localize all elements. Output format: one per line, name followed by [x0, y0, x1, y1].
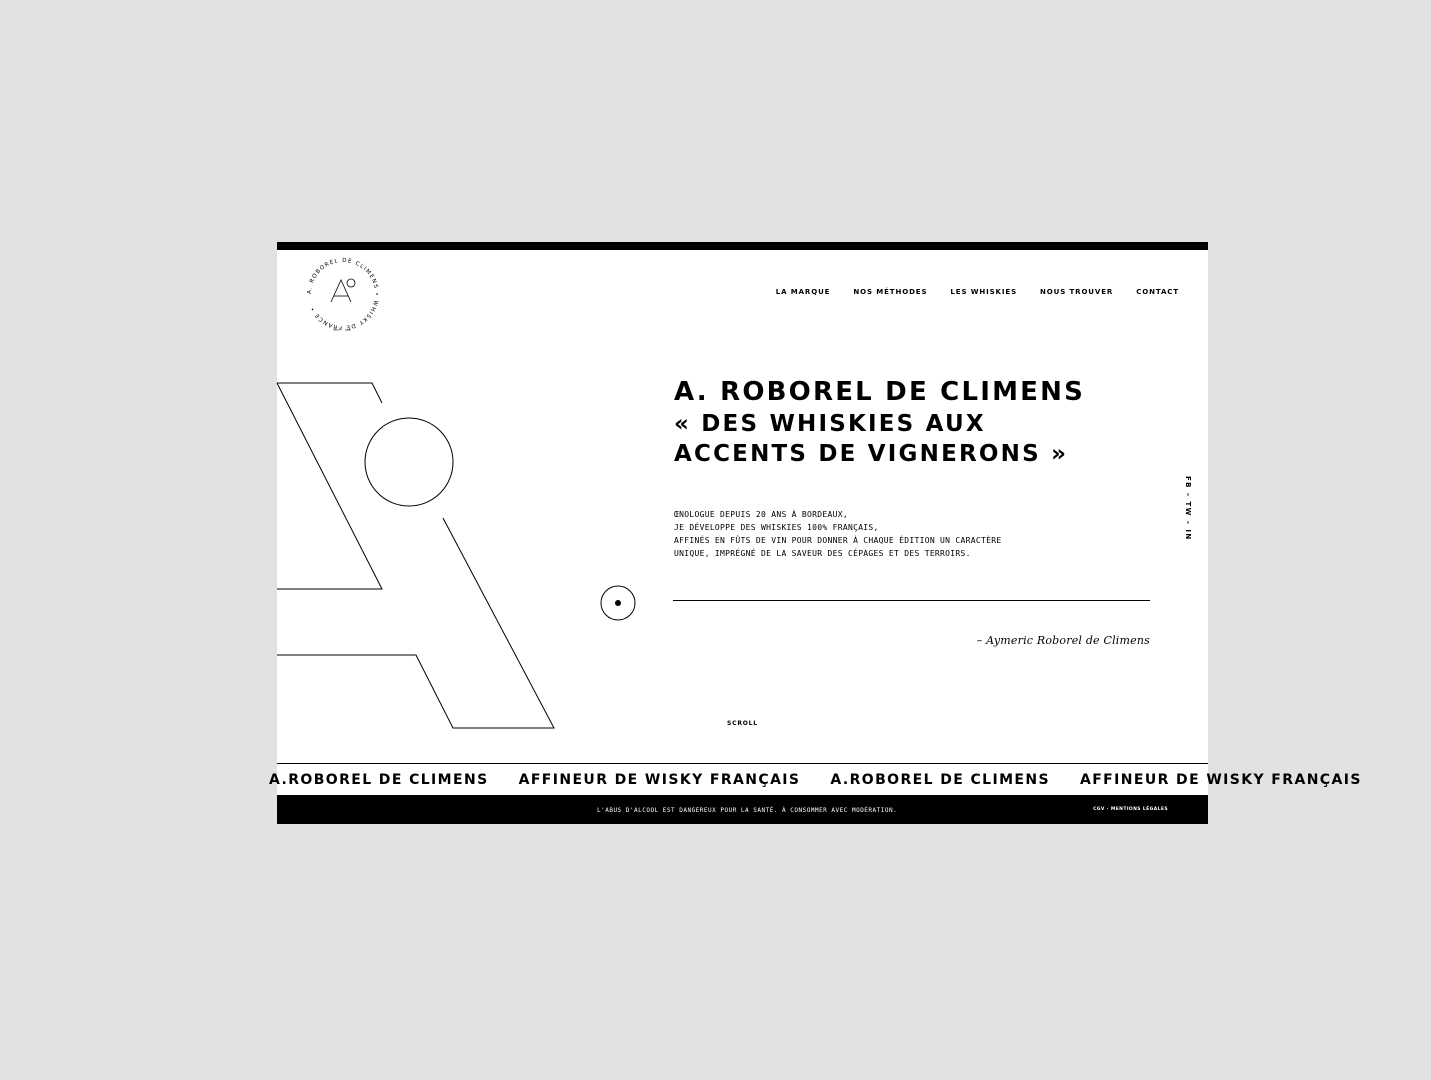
scroll-label[interactable]: SCROLL — [727, 720, 758, 727]
marquee-item: A.ROBOREL DE CLIMENS — [830, 772, 1050, 788]
hero-divider — [673, 600, 1150, 601]
hero-title — [674, 375, 1085, 469]
legal-links[interactable]: CGV · MENTIONS LÉGALES — [1093, 807, 1168, 812]
marquee-banner — [269, 763, 1362, 796]
signature: – Aymeric Roborel de Climens — [976, 634, 1150, 647]
hero-description — [674, 508, 1001, 560]
hero-subtitle-line1: « DES WHISKIES AUX — [674, 411, 986, 437]
health-warning: L'ABUS D'ALCOOL EST DANGEREUX POUR LA SANTÉ. À CONSOMMER AVEC MODÉRATION. — [597, 807, 898, 814]
nav-nos-methodes[interactable]: NOS MÉTHODES — [853, 288, 928, 296]
nav-les-whiskies[interactable]: LES WHISKIES — [950, 288, 1018, 296]
nav-contact[interactable]: CONTACT — [1136, 288, 1179, 296]
scroll-indicator-icon[interactable] — [601, 586, 635, 620]
marquee-item: AFFINEUR DE WISKY FRANÇAIS — [1079, 772, 1362, 788]
marquee-track — [269, 772, 1362, 788]
hero-body-line: UNIQUE, IMPRÉGNÉ DE LA SAVEUR DES CÉPAGES ET DES TERROIRS. — [674, 549, 971, 558]
footer — [277, 795, 1208, 824]
marquee-item: A.ROBOREL DE CLIMENS — [269, 772, 489, 788]
nav-la-marque[interactable]: LA MARQUE — [775, 288, 831, 296]
hero-body-line: JE DÉVELOPPE DES WHISKIES 100% FRANÇAIS, — [674, 523, 879, 532]
hero-body-line: ŒNOLOGUE DEPUIS 20 ANS À BORDEAUX, — [674, 510, 848, 519]
social-links[interactable]: FB – TW – IN — [1184, 476, 1192, 541]
website-frame — [269, 242, 1362, 824]
nav-nous-trouver[interactable]: NOUS TROUVER — [1040, 288, 1114, 296]
marquee-item: AFFINEUR DE WISKY FRANÇAIS — [518, 772, 801, 788]
logo-ring-text: A. ROBOREL DE CLIMENS • WHISKY DE FRANCE • — [306, 257, 380, 331]
hero-title-line: A. ROBOREL DE CLIMENS — [674, 377, 1086, 407]
hero-body-line: AFFINÉS EN FÛTS DE VIN POUR DONNER À CHAQUE ÉDITION UN CARACTÈRE — [674, 536, 1002, 545]
hero-subtitle-line2: ACCENTS DE VIGNERONS » — [674, 441, 1069, 467]
